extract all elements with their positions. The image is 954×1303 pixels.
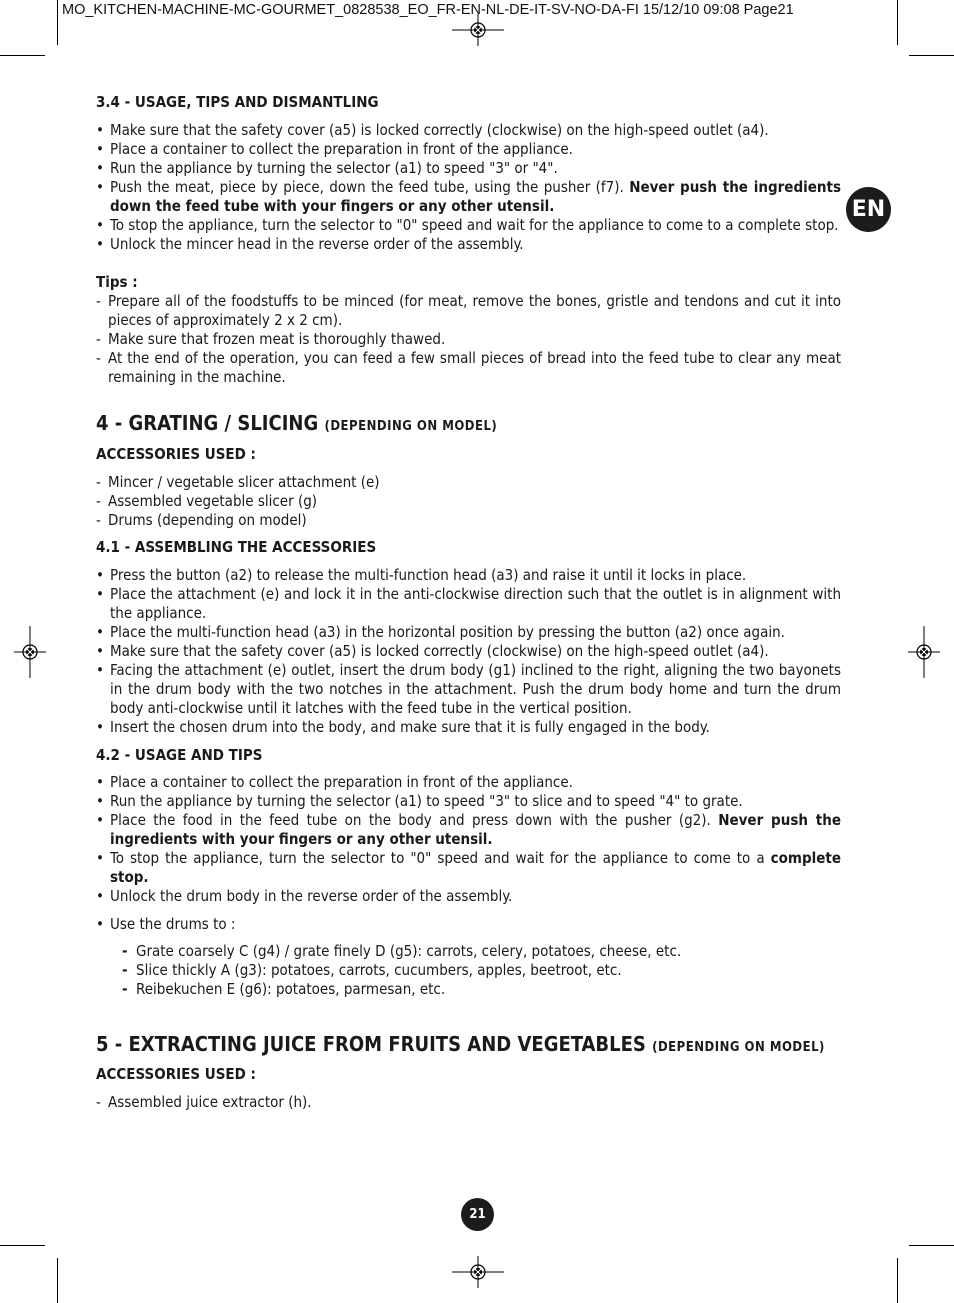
crop-mark xyxy=(897,1258,898,1303)
list-item-text: Slice thickly A (g3): potatoes, carrots, cucumbers, apples, beetroot, etc. xyxy=(136,961,622,979)
print-slug: MO_KITCHEN-MACHINE-MC-GOURMET_0828538_EO_FR-EN-NL-DE-IT-SV-NO-DA-FI 15/12/10 09:08 Page21 xyxy=(62,2,794,18)
list-item: - Prepare all of the foodstuffs to be minced (for meat, remove the bones, gristle and tendons and cut it into pieces of approximately 2 x 2 cm). xyxy=(96,292,841,329)
list-item: • Press the button (a2) to release the multi-function head (a3) and raise it until it locks in place. xyxy=(96,566,841,585)
section-heading-4 xyxy=(96,411,841,439)
accessories-heading: ACCESSORIES USED : xyxy=(96,1065,256,1083)
list-item-text: Drums (depending on model) xyxy=(108,511,307,529)
manual-page-content xyxy=(96,93,841,1112)
list-item: - At the end of the operation, you can feed a few small pieces of bread into the feed tube to clear any meat remaining in the machine. xyxy=(96,349,841,386)
crop-mark xyxy=(0,55,45,56)
list-item: • Run the appliance by turning the selector (a1) to speed "3" or "4". xyxy=(96,159,841,178)
list-item: • Run the appliance by turning the selector (a1) to speed "3" to slice and to speed "4" to grate. xyxy=(96,792,841,811)
crop-mark xyxy=(57,0,58,45)
usage-list xyxy=(96,121,841,254)
list-item: • Place the attachment (e) and lock it in the anti-clockwise direction such that the outlet is in alignment with the appliance. xyxy=(96,585,841,623)
list-item-text: Prepare all of the foodstuffs to be minced (for meat, remove the bones, gristle and tendons and cut it into pieces of approximately 2 x 2 cm). xyxy=(108,292,841,329)
list-item: • Place a container to collect the preparation in front of the appliance. xyxy=(96,773,841,792)
warning-text: Never push the ingredients down the feed tube with your fingers or any other utensil. xyxy=(110,178,841,215)
list-item: • Place a container to collect the preparation in front of the appliance. xyxy=(96,140,841,159)
drums-list xyxy=(96,942,841,999)
crop-mark xyxy=(0,1245,45,1246)
list-item: - Assembled vegetable slicer (g) xyxy=(96,492,318,510)
list-item: • Place the multi-function head (a3) in the horizontal position by pressing the button (a2) once again. xyxy=(96,623,841,642)
warning-text: Never push the ingredients with your fingers or any other utensil. xyxy=(110,811,841,848)
tips-heading: Tips : xyxy=(96,273,138,291)
list-item: - Reibekuchen E (g6): potatoes, parmesan, etc. xyxy=(122,980,446,998)
assembly-list xyxy=(96,566,841,737)
section-heading-3-4: 3.4 - USAGE, TIPS AND DISMANTLING xyxy=(96,93,379,111)
section-heading-5 xyxy=(96,1032,841,1060)
list-item: • Unlock the mincer head in the reverse order of the assembly. xyxy=(96,235,841,254)
list-item-text: Make sure that frozen meat is thoroughly thawed. xyxy=(108,330,446,348)
section-title-note: (DEPENDING ON MODEL) xyxy=(652,1040,825,1055)
section-title: 4 - GRATING / SLICING xyxy=(96,411,319,435)
list-item xyxy=(96,849,841,887)
accessories-list xyxy=(96,473,841,530)
list-item: - Slice thickly A (g3): potatoes, carrots, cucumbers, apples, beetroot, etc. xyxy=(122,961,622,979)
list-item: - Grate coarsely C (g4) / grate finely D (g5): carrots, celery, potatoes, cheese, etc. xyxy=(122,942,682,960)
list-item: - Mincer / vegetable slicer attachment (e) xyxy=(96,473,380,491)
list-item-text: Reibekuchen E (g6): potatoes, parmesan, etc. xyxy=(136,980,446,998)
tips-list xyxy=(96,292,841,387)
language-badge: EN xyxy=(846,187,891,232)
registration-mark-icon xyxy=(452,1256,504,1288)
list-item-text: To stop the appliance, turn the selector to "0" speed and wait for the appliance to come to a xyxy=(110,849,771,867)
list-item xyxy=(96,811,841,849)
list-item xyxy=(96,178,841,216)
list-item: • Make sure that the safety cover (a5) is locked correctly (clockwise) on the high-speed outlet (a4). xyxy=(96,121,841,140)
registration-mark-icon xyxy=(14,626,46,678)
crop-mark xyxy=(909,1245,954,1246)
section-title: 5 - EXTRACTING JUICE FROM FRUITS AND VEGETABLES xyxy=(96,1032,646,1056)
crop-mark xyxy=(909,55,954,56)
list-item: - Drums (depending on model) xyxy=(96,511,307,529)
accessories-heading: ACCESSORIES USED : xyxy=(96,445,256,463)
list-item: • Insert the chosen drum into the body, and make sure that it is fully engaged in the body. xyxy=(96,718,841,737)
list-item: • Unlock the drum body in the reverse order of the assembly. xyxy=(96,887,841,906)
list-item-text: Place the food in the feed tube on the body and press down with the pusher (g2). xyxy=(110,811,719,829)
registration-mark-icon xyxy=(908,626,940,678)
list-item-text: Mincer / vegetable slicer attachment (e) xyxy=(108,473,380,491)
list-item-text: At the end of the operation, you can feed a few small pieces of bread into the feed tube to clear any meat remaining in the machine. xyxy=(108,349,841,386)
registration-mark-icon xyxy=(452,14,504,46)
list-item-text: Assembled juice extractor (h). xyxy=(108,1093,312,1111)
usage-tips-list xyxy=(96,773,841,934)
section-heading-4-1: 4.1 - ASSEMBLING THE ACCESSORIES xyxy=(96,538,377,556)
list-item: - Assembled juice extractor (h). xyxy=(96,1093,312,1111)
crop-mark xyxy=(897,0,898,45)
list-item: • Facing the attachment (e) outlet, insert the drum body (g1) inclined to the right, aligning the two bayonets in the drum body with the two notches in the attachment. Push the drum body home and turn the drum body anti-clockwise until it latches with the feed tube in the vertical position. xyxy=(96,661,841,718)
emphasis-text: complete stop. xyxy=(110,849,841,886)
accessories-list xyxy=(96,1093,841,1112)
crop-mark xyxy=(57,1258,58,1303)
list-item-text: Push the meat, piece by piece, down the feed tube, using the pusher (f7). xyxy=(110,178,630,196)
list-item: - Make sure that frozen meat is thoroughly thawed. xyxy=(96,330,446,348)
section-title-note: (DEPENDING ON MODEL) xyxy=(324,419,498,434)
list-item: • Use the drums to : xyxy=(96,915,841,934)
list-item: • To stop the appliance, turn the selector to "0" speed and wait for the appliance to come to a complete stop. xyxy=(96,216,841,235)
page-number: 21 xyxy=(461,1198,494,1231)
section-heading-4-2: 4.2 - USAGE AND TIPS xyxy=(96,746,263,764)
list-item: • Make sure that the safety cover (a5) is locked correctly (clockwise) on the high-speed outlet (a4). xyxy=(96,642,841,661)
list-item-text: Grate coarsely C (g4) / grate finely D (g5): carrots, celery, potatoes, cheese, etc. xyxy=(136,942,682,960)
list-item-text: Assembled vegetable slicer (g) xyxy=(108,492,318,510)
